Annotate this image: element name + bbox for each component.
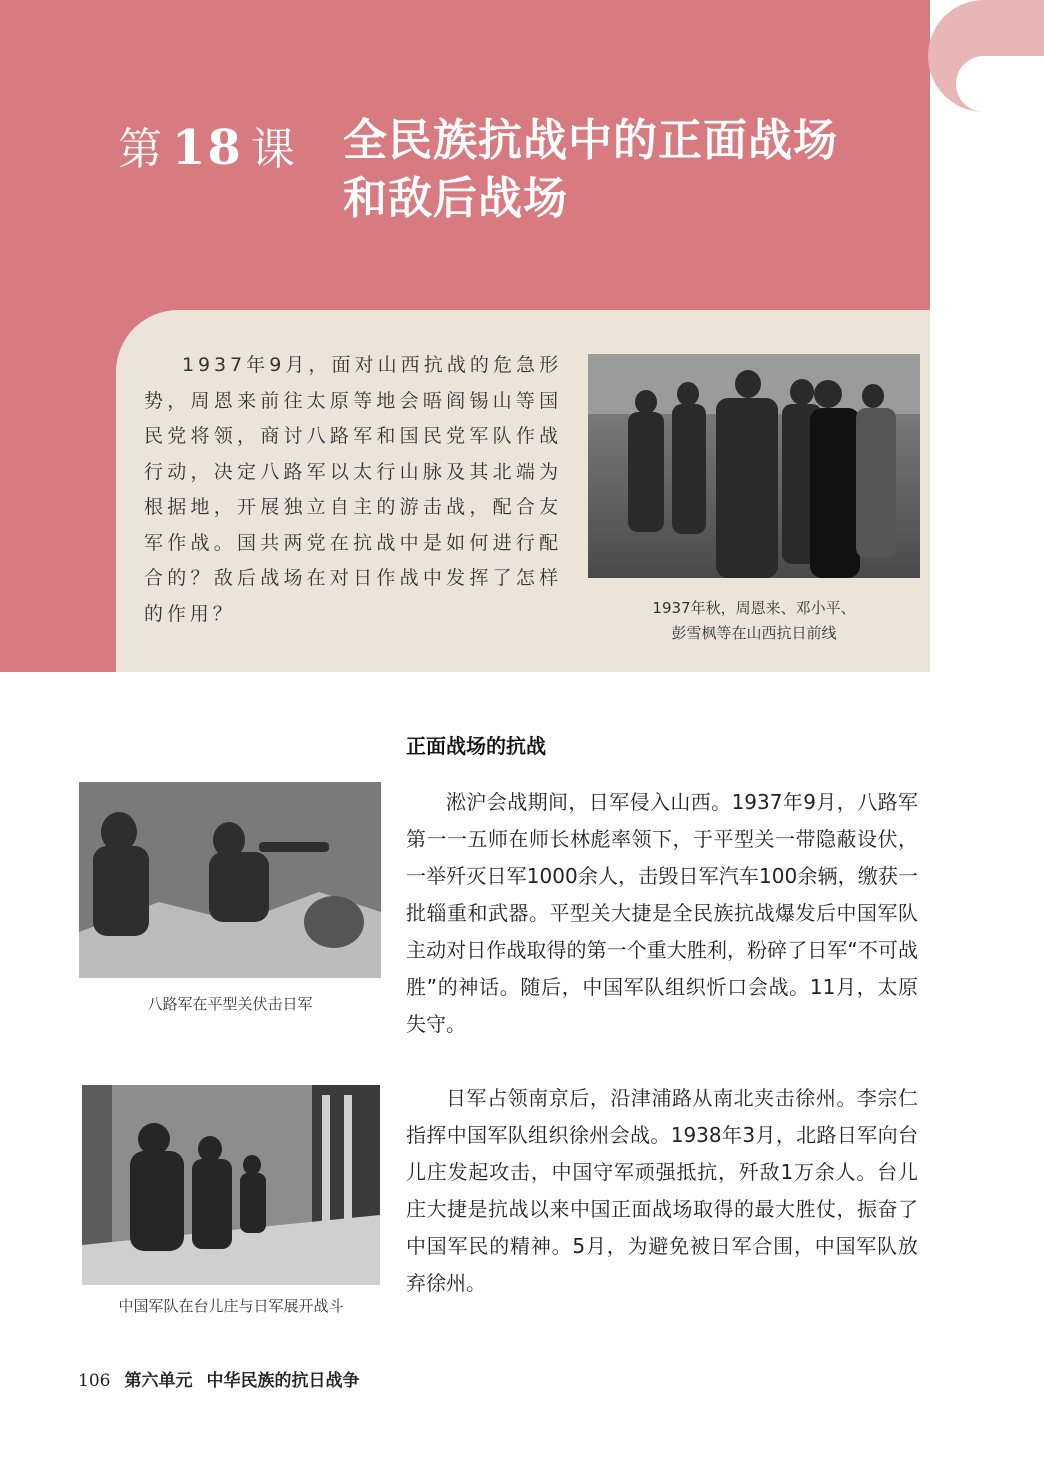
intro-photo-caption (588, 596, 920, 646)
page-number: 106 (78, 1371, 111, 1391)
pingxingguan-caption: 八路军在平型关伏击日军 (147, 995, 313, 1013)
corner-decoration (928, 0, 1044, 112)
intro-photo (588, 354, 920, 578)
intro-photo-caption-line2: 彭雪枫等在山西抗日前线 (671, 624, 837, 642)
lesson-title (343, 112, 923, 228)
body-paragraph-2: 日军占领南京后，沿津浦路从南北夹击徐州。李宗仁指挥中国军队组织徐州会战。1938年3月，北路日军向台儿庄发起攻击，中国守军顽强抵抗，歼敌1万余人。台儿庄大捷是抗战以来中国正面战场取得的最大胜仗，振奋了中国军民的精神。5月，为避免被日军合围，中国军队放弃徐州。 (406, 1086, 918, 1295)
lesson-title-line1: 全民族抗战中的正面战场 (343, 115, 838, 166)
unit-title: 中华民族的抗日战争 (206, 1371, 360, 1391)
lesson-number: 第 18 课 (118, 120, 297, 176)
taierzhuang-caption: 中国军队在台儿庄与日军展开战斗 (118, 1297, 344, 1315)
lesson-title-line2: 和敌后战场 (343, 173, 568, 224)
pingxingguan-photo (79, 782, 381, 978)
section-title: 正面战场的抗战 (406, 734, 546, 758)
taierzhuang-photo (82, 1085, 380, 1285)
intro-text: 1937年9月，面对山西抗战的危急形势，周恩来前往太原等地会晤阎锡山等国民党将领，商讨八路军和国民党军队作战行动，决定八路军以太行山脉及其北端为根据地，开展独立自主的游击战，配合友军作战。国共两党在抗战中是如何进行配合的？敌后战场在对日作战中发挥了怎样的作用？ (144, 354, 562, 625)
body-paragraph-1: 淞沪会战期间，日军侵入山西。1937年9月，八路军第一一五师在师长林彪率领下，于平型关一带隐蔽设伏，一举歼灭日军1000余人，击毁日军汽车100余辆，缴获一批辎重和武器。平型关大捷是全民族抗战爆发后中国军队主动对日作战取得的第一个重大胜利，粉碎了日军“不可战胜”的神话。随后，中国军队组织忻口会战。11月，太原失守。 (406, 790, 918, 1036)
intro-photo-caption-line1: 1937年秋，周恩来、邓小平、 (652, 599, 856, 617)
page-footer (78, 1366, 359, 1391)
unit-label: 第六单元 (124, 1371, 193, 1391)
